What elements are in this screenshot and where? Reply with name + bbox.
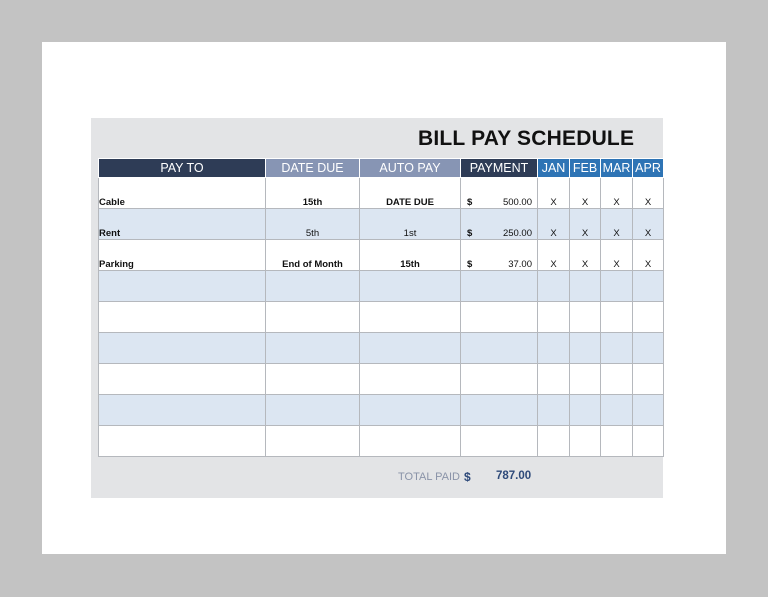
cell-date-due[interactable] <box>266 302 360 333</box>
header-payment: PAYMENT <box>461 159 538 178</box>
cell-month-jan[interactable] <box>538 364 570 395</box>
cell-month-mar[interactable] <box>601 426 633 457</box>
cell-month-jan[interactable]: X <box>538 178 570 209</box>
cell-month-mar[interactable] <box>601 333 633 364</box>
cell-pay-to[interactable] <box>99 333 266 364</box>
cell-pay-to[interactable]: Rent <box>99 209 266 240</box>
cell-month-jan[interactable]: X <box>538 240 570 271</box>
cell-month-feb[interactable] <box>570 271 601 302</box>
cell-month-mar[interactable]: X <box>601 178 633 209</box>
cell-auto-pay[interactable]: DATE DUE <box>360 178 461 209</box>
currency-symbol: $ <box>467 197 473 208</box>
cell-month-feb[interactable] <box>570 333 601 364</box>
cell-month-feb[interactable] <box>570 364 601 395</box>
cell-pay-to[interactable]: Parking <box>99 240 266 271</box>
bill-table <box>98 158 664 457</box>
cell-auto-pay[interactable] <box>360 395 461 426</box>
cell-auto-pay[interactable] <box>360 364 461 395</box>
payment-amount: 37.00 <box>508 259 532 270</box>
cell-month-jan[interactable] <box>538 395 570 426</box>
table-row <box>99 395 664 426</box>
cell-payment[interactable] <box>461 426 538 457</box>
cell-month-apr[interactable] <box>633 333 664 364</box>
cell-month-apr[interactable] <box>633 302 664 333</box>
cell-month-jan[interactable] <box>538 333 570 364</box>
cell-month-apr[interactable]: X <box>633 240 664 271</box>
table-row <box>99 333 664 364</box>
cell-pay-to[interactable] <box>99 426 266 457</box>
payment-amount: 250.00 <box>502 228 532 239</box>
table-row <box>99 364 664 395</box>
cell-payment[interactable] <box>461 209 538 240</box>
cell-month-mar[interactable]: X <box>601 209 633 240</box>
cell-month-mar[interactable] <box>601 271 633 302</box>
cell-month-feb[interactable] <box>570 395 601 426</box>
header-auto-pay: AUTO PAY <box>360 159 461 178</box>
cell-month-apr[interactable] <box>633 364 664 395</box>
total-currency-symbol: $ <box>464 470 471 484</box>
header-date-due: DATE DUE <box>266 159 360 178</box>
cell-payment[interactable] <box>461 271 538 302</box>
header-month-feb: FEB <box>570 159 601 178</box>
table-row <box>99 240 664 271</box>
cell-month-feb[interactable] <box>570 426 601 457</box>
cell-auto-pay[interactable] <box>360 302 461 333</box>
cell-payment[interactable] <box>461 395 538 426</box>
cell-date-due[interactable] <box>266 271 360 302</box>
cell-month-apr[interactable] <box>633 395 664 426</box>
cell-month-feb[interactable] <box>570 302 601 333</box>
total-paid-amount: 787.00 <box>496 470 532 482</box>
cell-month-jan[interactable] <box>538 426 570 457</box>
cell-month-jan[interactable] <box>538 271 570 302</box>
cell-month-apr[interactable]: X <box>633 209 664 240</box>
cell-month-apr[interactable] <box>633 271 664 302</box>
cell-payment[interactable] <box>461 333 538 364</box>
cell-month-mar[interactable] <box>601 302 633 333</box>
cell-date-due[interactable] <box>266 364 360 395</box>
header-row <box>99 159 664 178</box>
cell-pay-to[interactable] <box>99 395 266 426</box>
cell-date-due[interactable] <box>266 426 360 457</box>
cell-pay-to[interactable] <box>99 271 266 302</box>
page-title: BILL PAY SCHEDULE <box>418 127 635 150</box>
header-month-mar: MAR <box>601 159 633 178</box>
table-row <box>99 426 664 457</box>
payment-amount: 500.00 <box>502 197 532 208</box>
currency-symbol: $ <box>467 259 473 270</box>
cell-date-due[interactable]: End of Month <box>266 240 360 271</box>
header-pay-to: PAY TO <box>99 159 266 178</box>
cell-month-jan[interactable]: X <box>538 209 570 240</box>
cell-auto-pay[interactable]: 15th <box>360 240 461 271</box>
cell-auto-pay[interactable] <box>360 333 461 364</box>
currency-symbol: $ <box>467 228 473 239</box>
table-row <box>99 302 664 333</box>
table-row <box>99 271 664 302</box>
table-row <box>99 209 664 240</box>
cell-month-mar[interactable] <box>601 364 633 395</box>
cell-month-mar[interactable] <box>601 395 633 426</box>
cell-date-due[interactable] <box>266 395 360 426</box>
header-month-apr: APR <box>633 159 664 178</box>
total-paid-label: TOTAL PAID <box>398 471 460 483</box>
cell-pay-to[interactable]: Cable <box>99 178 266 209</box>
header-month-jan: JAN <box>538 159 570 178</box>
cell-date-due[interactable]: 15th <box>266 178 360 209</box>
cell-payment[interactable] <box>461 364 538 395</box>
cell-month-jan[interactable] <box>538 302 570 333</box>
cell-month-feb[interactable]: X <box>570 240 601 271</box>
cell-auto-pay[interactable]: 1st <box>360 209 461 240</box>
cell-month-feb[interactable]: X <box>570 178 601 209</box>
table-row <box>99 178 664 209</box>
cell-payment[interactable] <box>461 302 538 333</box>
cell-month-apr[interactable]: X <box>633 178 664 209</box>
cell-month-apr[interactable] <box>633 426 664 457</box>
cell-month-feb[interactable]: X <box>570 209 601 240</box>
cell-payment[interactable] <box>461 240 538 271</box>
cell-pay-to[interactable] <box>99 302 266 333</box>
cell-auto-pay[interactable] <box>360 271 461 302</box>
cell-date-due[interactable]: 5th <box>266 209 360 240</box>
cell-month-mar[interactable]: X <box>601 240 633 271</box>
cell-pay-to[interactable] <box>99 364 266 395</box>
cell-payment[interactable] <box>461 178 538 209</box>
cell-date-due[interactable] <box>266 333 360 364</box>
cell-auto-pay[interactable] <box>360 426 461 457</box>
